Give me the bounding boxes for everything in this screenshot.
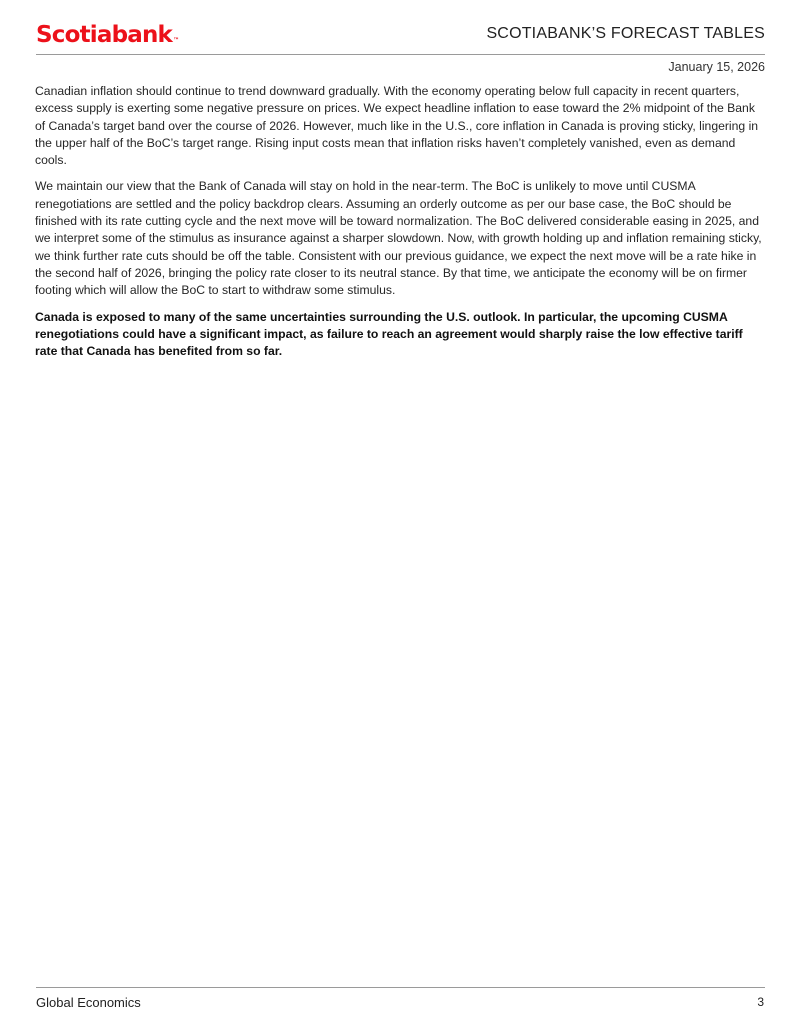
page-header [36, 22, 765, 54]
page-number: 3 [757, 995, 764, 1009]
scotiabank-logo [36, 22, 179, 54]
publication-date: January 15, 2026 [668, 60, 765, 74]
logo-trademark: ™ [173, 37, 180, 44]
footer-divider [36, 987, 765, 988]
paragraph-risks-bold: Canada is exposed to many of the same uncertainties surrounding the U.S. outlook. In particular, the upcoming CUSMA renegotiations could have a significant impact, as failure to reach an agreement would sharply raise the low effective tariff rate that Canada has benefited from so far. [35, 309, 743, 359]
header-divider [36, 54, 765, 55]
logo-wordmark: Scotiabank [36, 22, 173, 48]
footer-section-name: Global Economics [36, 995, 141, 1010]
page-title: SCOTIABANK’S FORECAST TABLES [486, 25, 765, 42]
paragraph-boc-policy: We maintain our view that the Bank of Canada will stay on hold in the near-term. The BoC is unlikely to move until CUSMA renegotiations are settled and the policy backdrop clears. Assuming an orderly outcome as per our base case, the BoC should be finished with its rate cutting cycle and the next move will be toward normalization. The BoC delivered considerable easing in 2025, and we interpret some of the stimulus as insurance against a sharper slowdown. Now, with growth holding up and inflation remaining sticky, we think further rate cuts should be off the table. Consistent with our previous guidance, we expect the next move will be a rate hike in the second half of 2026, bringing the policy rate closer to its neutral stance. By that time, we anticipate the economy will be on firmer footing which will allow the BoC to start to withdraw some stimulus. [35, 179, 762, 298]
paragraph-inflation: Canadian inflation should continue to trend downward gradually. With the economy operating below full capacity in recent quarters, excess supply is exerting some negative pressure on prices. We expect headline inflation to ease toward the 2% midpoint of the Bank of Canada’s target band over the course of 2026. However, much like in the U.S., core inflation in Canada is proving sticky, lingering in the upper half of the BoC’s target range. Rising input costs mean that inflation risks haven’t completely vanished, even as demand cools. [35, 84, 759, 168]
article-body [35, 83, 767, 369]
